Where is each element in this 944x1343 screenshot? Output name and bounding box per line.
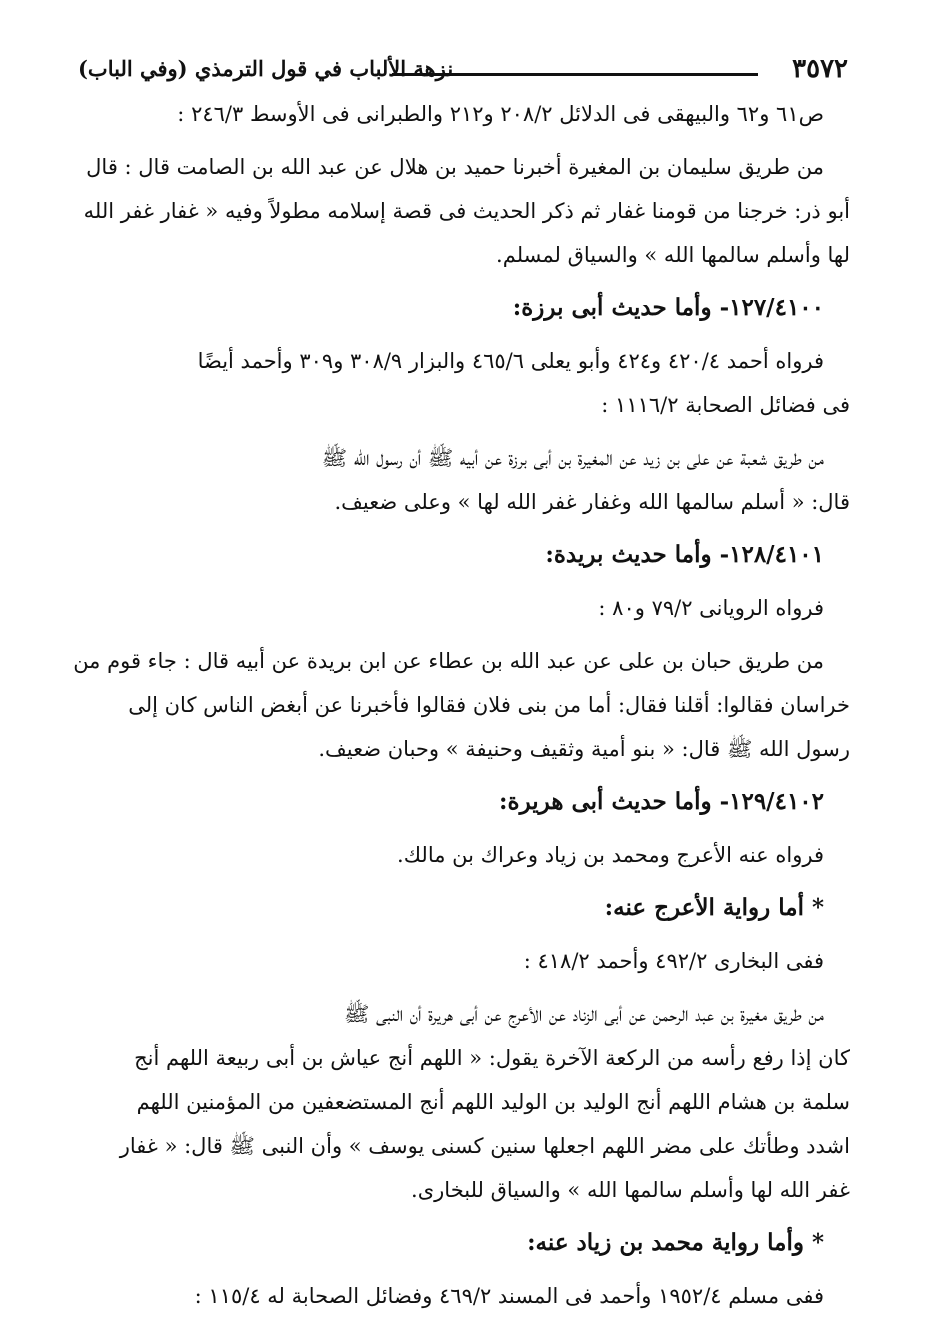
- paragraph: [70, 586, 850, 630]
- text-line: خراسان فقالوا: أقلنا فقال: أما من بنى فلان فقالوا فأخبرنا عن أبغض الناس كان إلى: [128, 693, 850, 717]
- paragraph: [70, 833, 850, 877]
- text-line: رسول الله ﷺ قال: « بنو أمية وثقيف وحنيفة » وحبان ضعيف.: [318, 737, 850, 761]
- text-line: ١٢٩/٤١٠٢- وأما حديث أبى هريرة:: [499, 788, 824, 815]
- text-line: من طريق حبان بن على عن عبد الله بن عطاء عن ابن بريدة عن أبيه قال : جاء قوم من: [73, 649, 824, 673]
- section-heading: [70, 780, 850, 824]
- paragraph: [70, 339, 850, 427]
- section-heading: [70, 1221, 850, 1265]
- page-number: ٣٥٧٢: [792, 54, 848, 84]
- paragraph: [70, 1274, 850, 1318]
- text-line: قال: « أسلم سالمها الله وغفار غفر الله لها » وعلى ضعيف.: [334, 490, 850, 514]
- text-line: فرواه الرويانى ٧٩/٢ و٨٠ :: [598, 596, 824, 620]
- paragraph: [70, 92, 850, 136]
- paragraph: [70, 639, 850, 771]
- text-line: * وأما رواية محمد بن زياد عنه:: [527, 1229, 824, 1256]
- text-line: * أما رواية الأعرج عنه:: [604, 894, 824, 921]
- section-heading: [70, 533, 850, 577]
- text-line: ص٦١ و٦٢ والبيهقى فى الدلائل ٢٠٨/٢ و٢١٢ والطبرانى فى الأوسط ٢٤٦/٣ :: [177, 102, 824, 126]
- section-heading: [70, 886, 850, 930]
- text-line: كان إذا رفع رأسه من الركعة الآخرة يقول: « اللهم أنج عياش بن أبى ربيعة اللهم أنج: [134, 1046, 850, 1070]
- text-line: فرواه أحمد ٤٢٠/٤ و٤٢٤ وأبو يعلى ٤٦٥/٦ والبزار ٣٠٨/٩ و٣٠٩ وأحمد أيضًا: [197, 349, 824, 373]
- text-line: فى فضائل الصحابة ١١١٦/٢ :: [601, 393, 850, 417]
- paragraph: [70, 939, 850, 983]
- paragraph: [70, 145, 850, 277]
- page-header: [70, 52, 850, 92]
- text-line: فرواه عنه الأعرج ومحمد بن زياد وعراك بن مالك.: [397, 843, 824, 867]
- text-line: ١٢٧/٤١٠٠- وأما حديث أبى برزة:: [512, 294, 824, 321]
- paragraph: [70, 992, 850, 1212]
- text-line: لها وأسلم سالمها الله » والسياق لمسلم.: [496, 243, 850, 267]
- text-line: أبو ذر: خرجنا من قومنا غفار ثم ذكر الحديث فى قصة إسلامه مطولاً وفيه « غفار غفر الله: [83, 199, 850, 223]
- text-line: من طريق شعبة عن على بن زيد عن المغيرة بن أبى برزة عن أبيه ﷺ أن رسول الله ﷺ: [321, 446, 824, 470]
- text-line: من طريق سليمان بن المغيرة أخبرنا حميد بن هلال عن عبد الله بن الصامت قال : قال: [86, 155, 824, 179]
- page-body: [70, 92, 850, 1318]
- running-title: نزهة الألباب في قول الترمذي (وفي الباب): [78, 56, 454, 81]
- text-line: سلمة بن هشام اللهم أنج الوليد بن الوليد اللهم أنج المستضعفين من المؤمنين اللهم: [136, 1090, 850, 1114]
- text-line: ١٢٨/٤١٠١- وأما حديث بريدة:: [545, 541, 824, 568]
- text-line: من طريق مغيرة بن عبد الرحمن عن أبى الزناد عن الأعرج عن أبى هريرة أن النبى ﷺ: [343, 1002, 824, 1026]
- text-line: غفر الله لها وأسلم سالمها الله » والسياق للبخارى.: [411, 1178, 850, 1202]
- section-heading: [70, 286, 850, 330]
- text-line: ففى البخارى ٤٩٢/٢ وأحمد ٤١٨/٢ :: [523, 949, 824, 973]
- paragraph: [70, 436, 850, 524]
- book-page: [70, 52, 850, 1327]
- text-line: ففى مسلم ١٩٥٢/٤ وأحمد فى المسند ٤٦٩/٢ وفضائل الصحابة له ١١٥/٤ :: [194, 1284, 824, 1308]
- text-line: اشدد وطأتك على مضر اللهم اجعلها سنين كسنى يوسف » وأن النبى ﷺ قال: « غفار: [119, 1134, 850, 1158]
